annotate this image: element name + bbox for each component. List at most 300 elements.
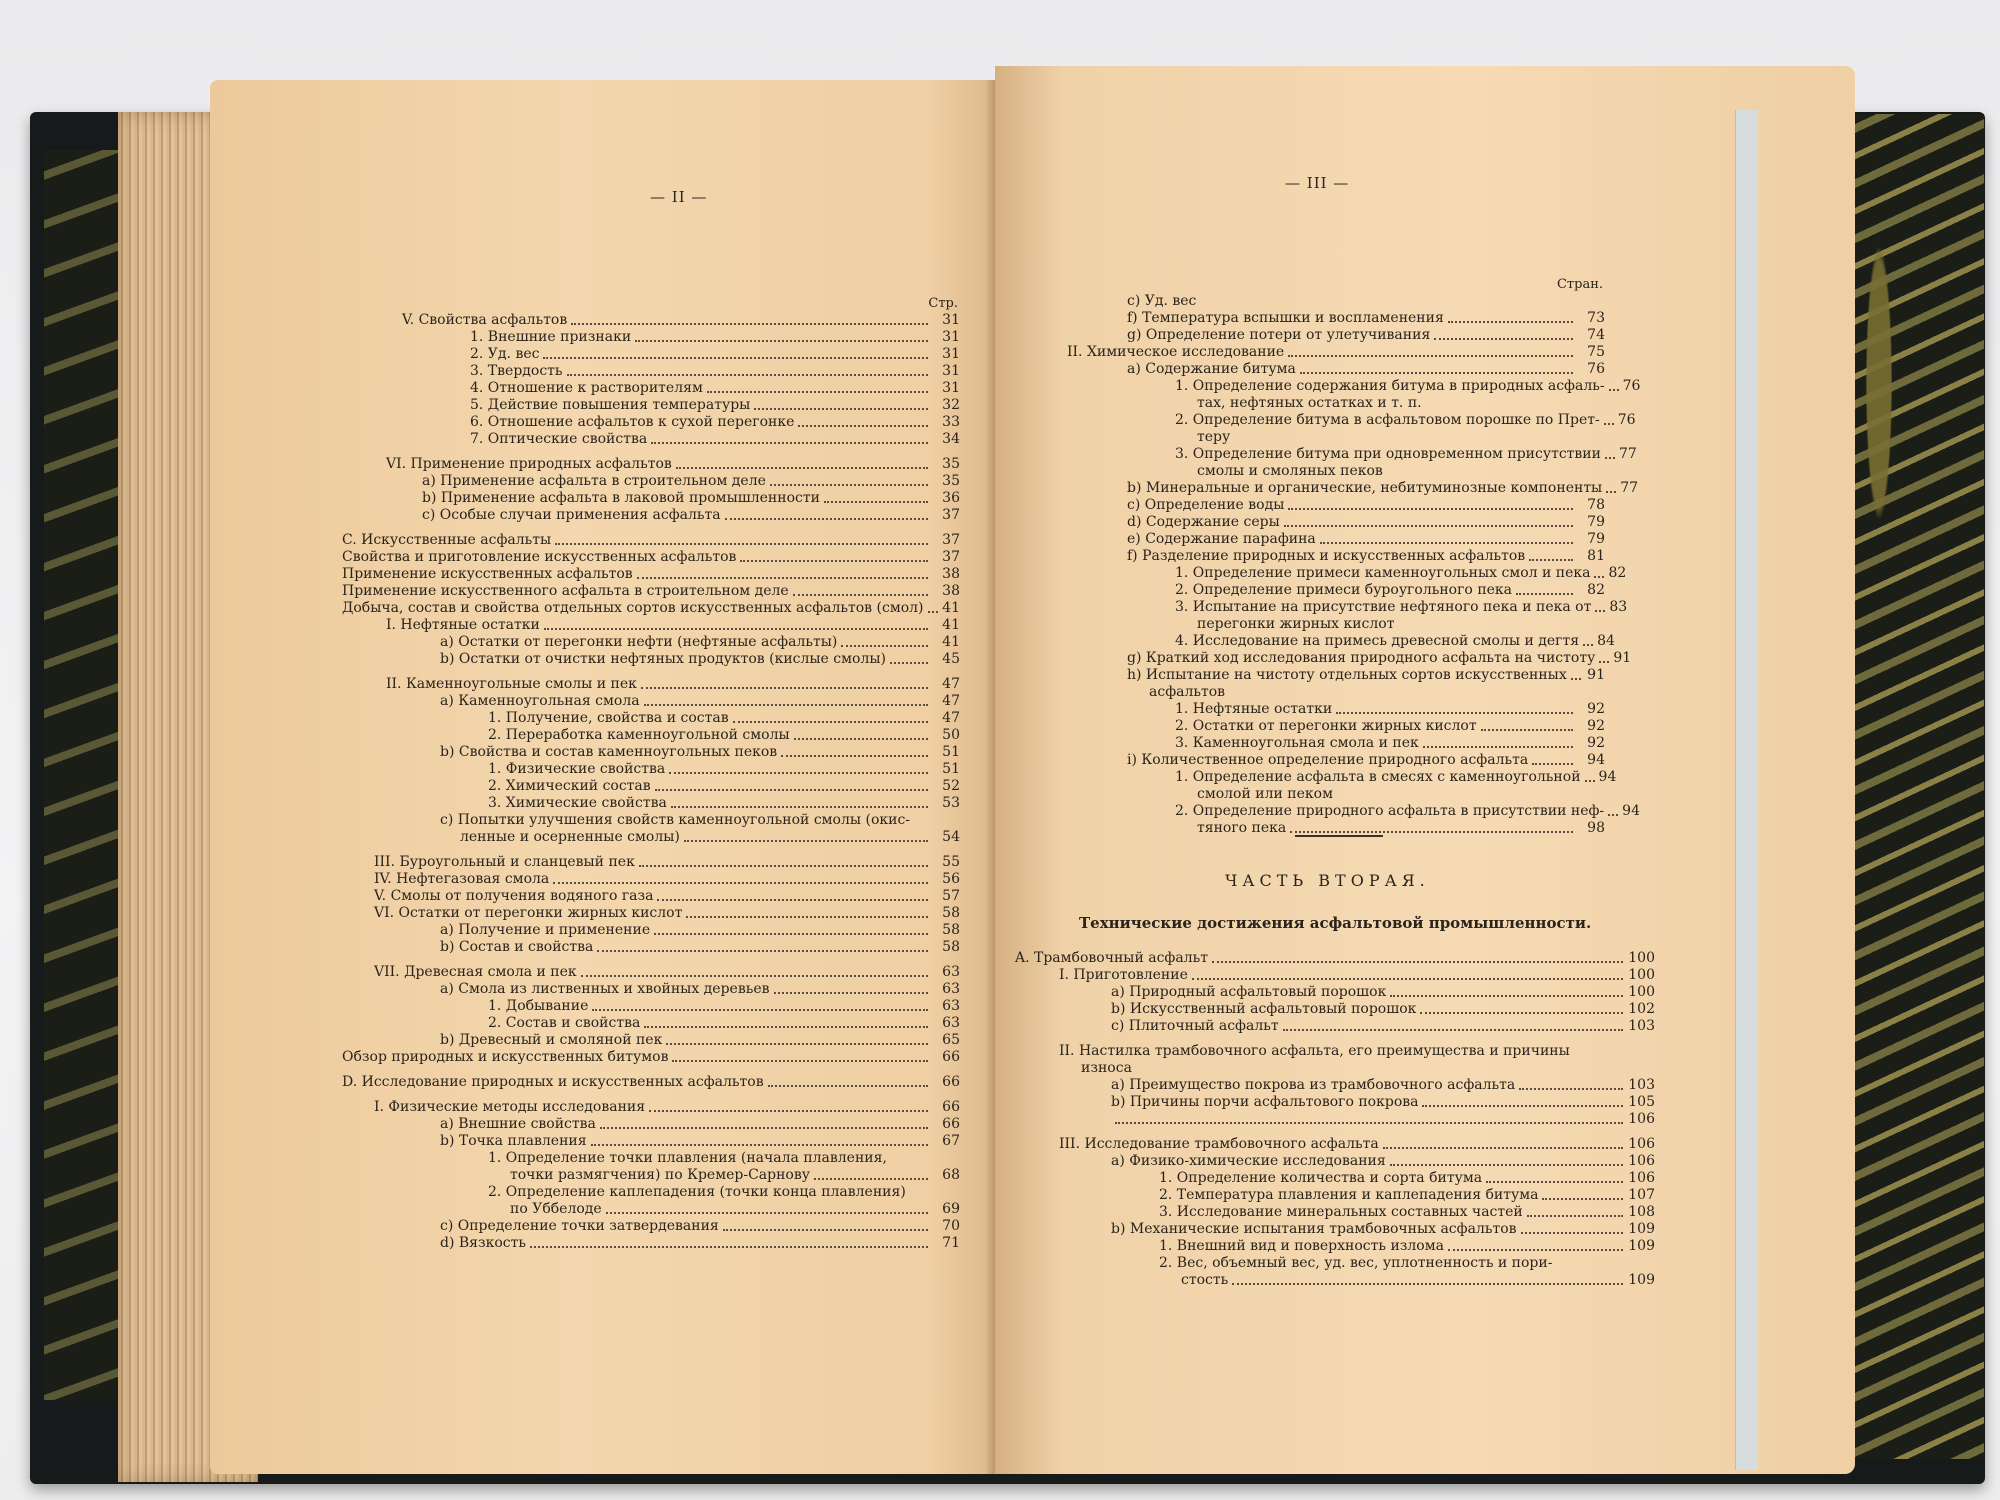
toc-entry-title: d) Вязкость: [440, 1235, 527, 1251]
toc-entry[interactable]: [330, 363, 960, 380]
toc-entry[interactable]: [330, 1099, 960, 1116]
toc-entry-title: II. Химическое исследование: [1067, 344, 1285, 360]
toc-entry[interactable]: [330, 1049, 960, 1066]
toc-entry[interactable]: [330, 905, 960, 922]
toc-entry-title: 1. Внешние признаки: [470, 329, 632, 345]
toc-leader: [1434, 338, 1573, 340]
toc-entry-title: Применение искусственного асфальта в строительном деле: [342, 583, 789, 599]
toc-leader: [649, 1110, 928, 1112]
toc-entry-title: IV. Нефтегазовая смола: [374, 871, 550, 887]
toc-leader: [1290, 831, 1573, 833]
toc-entry-title: 1. Определение точки плавления (начала плавления,: [488, 1150, 887, 1166]
toc-entry-page: 67: [942, 1133, 960, 1149]
toc-entry-page: 108: [1628, 1204, 1655, 1220]
toc-leader: [781, 755, 928, 757]
toc-entry[interactable]: [1055, 667, 1605, 684]
toc-entry-page: 38: [942, 583, 960, 599]
toc-leader: [635, 340, 928, 342]
toc-entry-title: 7. Оптические свойства: [470, 431, 648, 447]
toc-leader: [591, 1144, 928, 1146]
toc-leader: [672, 1060, 928, 1062]
toc-entry-page: 66: [942, 1074, 960, 1090]
toc-entry[interactable]: [1055, 616, 1605, 633]
toc-entry-page: 36: [942, 490, 960, 506]
toc-entry-title: Применение искусственных асфальтов: [342, 566, 633, 582]
toc-entry[interactable]: [1015, 1094, 1655, 1111]
toc-entry[interactable]: [330, 431, 960, 448]
toc-entry[interactable]: [330, 566, 960, 583]
toc-entry[interactable]: [1055, 633, 1615, 650]
toc-entry[interactable]: [1055, 480, 1639, 497]
toc-entry-page: 106: [1628, 1153, 1655, 1169]
toc-entry-title: h) Испытание на чистоту отдельных сортов искусственных: [1127, 667, 1567, 683]
toc-leader: [1420, 1012, 1623, 1014]
toc-leader: [1115, 1122, 1623, 1124]
toc-entry-page: 109: [1628, 1272, 1655, 1288]
toc-entry-title: по Уббелоде: [510, 1201, 602, 1217]
toc-spacer: [330, 846, 960, 854]
toc-entry[interactable]: [330, 473, 960, 490]
toc-entry-title: Обзор природных и искусственных битумов: [342, 1049, 669, 1065]
toc-entry-page: 106: [1628, 1111, 1655, 1127]
toc-spacer: [330, 1091, 960, 1099]
page-edge: [1735, 110, 1758, 1470]
toc-leader: [768, 1085, 928, 1087]
toc-entry-page: 81: [1587, 548, 1605, 564]
toc-leader: [798, 425, 928, 427]
toc-entry-page: 66: [942, 1049, 960, 1065]
toc-entry-title: 5. Действие повышения температуры: [470, 397, 751, 413]
toc-entry[interactable]: [330, 600, 960, 617]
toc-leader: [1604, 423, 1614, 425]
toc-entry[interactable]: [330, 778, 960, 795]
toc-entry-title: а) Преимущество покрова из трамбовочного асфальта: [1111, 1077, 1516, 1093]
toc-entry[interactable]: [330, 634, 960, 651]
toc-entry[interactable]: [330, 871, 960, 888]
toc-entry-title: VI. Применение природных асфальтов: [386, 456, 672, 472]
toc-entry-page: 52: [942, 778, 960, 794]
toc-entry-title: теру: [1197, 429, 1231, 445]
toc-entry-page: 34: [942, 431, 960, 447]
toc-spacer: [330, 1066, 960, 1074]
toc-entry-page: 45: [942, 651, 960, 667]
toc-entry-title: Добыча, состав и свойства отдельных сортов искусственных асфальтов (смол): [342, 600, 924, 616]
toc-entry-title: 3. Определение битума при одновременном присутствии: [1175, 446, 1601, 462]
toc-entry-page: 33: [942, 414, 960, 430]
toc-entry-title: b) Минеральные и органические, небитуминозные компоненты: [1127, 480, 1603, 496]
toc-entry[interactable]: [330, 795, 960, 812]
toc-entry[interactable]: [1055, 446, 1637, 463]
toc-entry-page: 77: [1618, 446, 1637, 462]
toc-entry-page: 69: [942, 1201, 960, 1217]
toc-entry[interactable]: [330, 888, 960, 905]
toc-entry[interactable]: [1015, 1170, 1655, 1187]
toc-leader: [723, 1229, 928, 1231]
toc-entry[interactable]: [1015, 1204, 1655, 1221]
toc-leader: [1284, 525, 1573, 527]
toc-entry-title: 1. Определение содержания битума в природных асфаль-: [1175, 378, 1605, 394]
toc-entry[interactable]: [330, 549, 960, 566]
toc-entry-page: 76: [1587, 361, 1605, 377]
toc-entry[interactable]: [1055, 412, 1636, 429]
toc-leader: [581, 975, 928, 977]
toc-entry[interactable]: [330, 854, 960, 871]
toc-leader: [1608, 814, 1618, 816]
toc-entry-title: A. Трамбовочный асфальт: [1015, 950, 1208, 966]
toc-entry[interactable]: [330, 1218, 960, 1235]
toc-entry-page: 82: [1608, 565, 1627, 581]
toc-leader: [555, 543, 928, 545]
toc-entry-page: 37: [942, 549, 960, 565]
toc-entry-title: а) Каменноугольная смола: [440, 693, 640, 709]
toc-entry-title: Свойства и приготовление искусственных асфальтов: [342, 549, 737, 565]
toc-leader: [1599, 661, 1609, 663]
toc-entry[interactable]: [1055, 463, 1605, 480]
toc-entry-title: стость: [1181, 1272, 1229, 1288]
toc-leader: [725, 518, 928, 520]
toc-entry-title: а) Внешние свойства: [440, 1116, 596, 1132]
toc-entry-page: 38: [942, 566, 960, 582]
toc-entry[interactable]: [1055, 684, 1605, 701]
toc-entry-title: II. Настилка трамбовочного асфальта, его преимущества и причины: [1059, 1043, 1570, 1059]
toc-entry-title: g) Краткий ход исследования природного асфальта на чистоту: [1127, 650, 1596, 666]
toc-entry-title: d) Содержание серы: [1127, 514, 1280, 530]
toc-entry-title: 3. Химические свойства: [488, 795, 667, 811]
toc-entry[interactable]: [1055, 293, 1605, 310]
toc-leader: [707, 391, 928, 393]
toc-entry[interactable]: [1015, 1221, 1655, 1238]
toc-entry-page: 75: [1587, 344, 1605, 360]
toc-entry[interactable]: [330, 964, 960, 981]
toc-entry-title: III. Исследование трамбовочного асфальта: [1059, 1136, 1379, 1152]
toc-entry-page: 63: [942, 981, 960, 997]
toc-left: [330, 295, 960, 1252]
toc-leader: [1594, 576, 1604, 578]
toc-leader: [1481, 729, 1573, 731]
toc-leader: [1532, 763, 1573, 765]
toc-entry-title: b) Причины порчи асфальтового покрова: [1111, 1094, 1419, 1110]
toc-entry[interactable]: [330, 583, 960, 600]
toc-entry[interactable]: [330, 507, 960, 524]
toc-entry[interactable]: [330, 617, 960, 634]
toc-entry-page: 65: [942, 1032, 960, 1048]
toc-entry[interactable]: [330, 744, 960, 761]
toc-entry[interactable]: [1055, 701, 1605, 718]
toc-entry-title: b) Механические испытания трамбовочных асфальтов: [1111, 1221, 1517, 1237]
toc-entry[interactable]: [330, 829, 960, 846]
toc-entry-page: 92: [1587, 718, 1605, 734]
toc-entry[interactable]: [330, 1150, 960, 1167]
toc-entry-page: 68: [942, 1167, 960, 1183]
toc-entry[interactable]: [330, 676, 960, 693]
toc-entry[interactable]: [330, 346, 960, 363]
toc-entry[interactable]: [1015, 1111, 1655, 1128]
toc-entry[interactable]: [330, 710, 960, 727]
toc-entry[interactable]: [330, 1235, 960, 1252]
toc-entry[interactable]: [1055, 429, 1605, 446]
toc-leader: [651, 442, 928, 444]
toc-entry-page: 63: [942, 998, 960, 1014]
toc-entry-title: b) Искусственный асфальтовый порошок: [1111, 1001, 1417, 1017]
col-header-left: Стр.: [928, 296, 958, 311]
toc-entry-title: f) Разделение природных и искусственных асфальтов: [1127, 548, 1526, 564]
toc-entry-title: а) Физико-химические исследования: [1111, 1153, 1386, 1169]
toc-entry[interactable]: [330, 1116, 960, 1133]
toc-leader: [1336, 712, 1573, 714]
toc-entry-title: перегонки жирных кислот: [1197, 616, 1395, 632]
toc-entry[interactable]: [330, 312, 960, 329]
toc-entry[interactable]: [1015, 1060, 1655, 1077]
toc-entry[interactable]: [1055, 786, 1605, 803]
toc-entry-title: 2. Переработка каменноугольной смолы: [488, 727, 790, 743]
toc-entry-title: 3. Твердость: [470, 363, 563, 379]
toc-entry[interactable]: [1055, 752, 1605, 769]
toc-entry-page: 92: [1587, 701, 1605, 717]
toc-entry-title: тах, нефтяных остатках и т. п.: [1197, 395, 1422, 411]
toc-entry-title: 2. Температура плавления и каплепадения битума: [1159, 1187, 1539, 1203]
toc-leader: [814, 1178, 928, 1180]
toc-leader: [1595, 610, 1605, 612]
toc-entry[interactable]: [330, 532, 960, 549]
toc-entry-page: 54: [942, 829, 960, 845]
toc-entry-title: а) Получение и применение: [440, 922, 651, 938]
toc-entry[interactable]: [1055, 599, 1628, 616]
toc-entry[interactable]: [330, 1201, 960, 1218]
toc-entry[interactable]: [330, 1015, 960, 1032]
col-header-right: Стран.: [1556, 277, 1603, 292]
toc-entry[interactable]: [1055, 327, 1605, 344]
toc-entry[interactable]: [1015, 1043, 1655, 1060]
toc-leader: [740, 560, 928, 562]
toc-leader: [793, 594, 928, 596]
toc-entry[interactable]: [330, 761, 960, 778]
toc-entry-page: 31: [942, 363, 960, 379]
toc-entry[interactable]: [1055, 395, 1605, 412]
toc-entry[interactable]: [330, 1167, 960, 1184]
toc-entry-page: 102: [1628, 1001, 1655, 1017]
toc-entry[interactable]: [1055, 378, 1641, 395]
toc-entry[interactable]: [1055, 650, 1632, 667]
toc-entry-page: 84: [1597, 633, 1615, 649]
toc-entry[interactable]: [1015, 1077, 1655, 1094]
toc-entry[interactable]: [330, 1032, 960, 1049]
toc-entry-page: 79: [1587, 531, 1605, 547]
toc-entry[interactable]: [1055, 344, 1605, 361]
page-number-left: — II —: [650, 188, 708, 206]
toc-leader: [1605, 457, 1615, 459]
toc-leader: [666, 1043, 928, 1045]
toc-leader: [1448, 321, 1573, 323]
toc-entry-page: 78: [1587, 497, 1605, 513]
toc-entry-page: 100: [1628, 950, 1655, 966]
toc-entry[interactable]: [1015, 950, 1655, 967]
toc-leader: [657, 899, 928, 901]
toc-entry[interactable]: [1015, 1001, 1655, 1018]
toc-entry-title: c) Попытки улучшения свойств каменноугольной смолы (окис-: [440, 812, 911, 828]
toc-leader: [567, 374, 928, 376]
toc-entry[interactable]: [330, 693, 960, 710]
toc-leader: [639, 865, 928, 867]
toc-spacer: [1015, 1128, 1655, 1136]
toc-entry-title: V. Свойства асфальтов: [402, 312, 568, 328]
toc-entry[interactable]: [1015, 984, 1655, 1001]
toc-entry[interactable]: [1015, 1255, 1655, 1272]
toc-entry[interactable]: [1055, 735, 1605, 752]
toc-leader: [1529, 559, 1573, 561]
toc-entry-page: 50: [942, 727, 960, 743]
toc-entry-title: i) Количественное определение природного асфальта: [1127, 752, 1529, 768]
toc-entry-page: 41: [942, 617, 960, 633]
toc-leader: [824, 501, 928, 503]
toc-entry-page: 107: [1628, 1187, 1655, 1203]
toc-leader: [733, 721, 928, 723]
toc-entry[interactable]: [330, 490, 960, 507]
toc-entry-title: 2. Определение природного асфальта в присутствии неф-: [1175, 803, 1605, 819]
toc-spacer: [330, 524, 960, 532]
toc-entry[interactable]: [1055, 514, 1605, 531]
toc-entry-title: а) Смола из лиственных и хвойных деревьев: [440, 981, 770, 997]
toc-leader: [1423, 746, 1573, 748]
toc-entry-page: 92: [1587, 735, 1605, 751]
toc-entry-page: 47: [942, 676, 960, 692]
toc-leader: [637, 577, 928, 579]
toc-entry-title: c) Плиточный асфальт: [1111, 1018, 1279, 1034]
toc-entry-page: 106: [1628, 1136, 1655, 1152]
toc-entry[interactable]: [330, 922, 960, 939]
toc-leader: [1320, 542, 1573, 544]
toc-entry-title: g) Определение потери от улетучивания: [1127, 327, 1431, 343]
toc-spacer: [330, 956, 960, 964]
toc-entry[interactable]: [330, 998, 960, 1015]
toc-entry-title: f) Температура вспышки и воспламенения: [1127, 310, 1444, 326]
toc-entry[interactable]: [330, 727, 960, 744]
toc-entry-title: 3. Испытание на присутствие нефтяного пека и пека от: [1175, 599, 1592, 615]
toc-entry[interactable]: [330, 1074, 960, 1091]
toc-entry[interactable]: [330, 812, 960, 829]
toc-entry-title: b) Точка плавления: [440, 1133, 587, 1149]
toc-entry[interactable]: [1055, 310, 1605, 327]
toc-leader: [641, 687, 928, 689]
toc-leader: [1288, 355, 1573, 357]
toc-leader: [571, 323, 928, 325]
toc-entry-page: 37: [942, 532, 960, 548]
toc-leader: [1232, 1283, 1623, 1285]
toc-spacer: [1015, 1035, 1655, 1043]
toc-entry[interactable]: [330, 380, 960, 397]
toc-entry-page: 58: [942, 939, 960, 955]
toc-entry-page: 63: [942, 964, 960, 980]
toc-entry-title: e) Содержание парафина: [1127, 531, 1316, 547]
toc-entry-title: 1. Нефтяные остатки: [1175, 701, 1333, 717]
toc-entry-title: VII. Древесная смола и пек: [374, 964, 577, 980]
toc-entry-page: 91: [1587, 667, 1605, 683]
toc-leader: [928, 611, 938, 613]
toc-entry[interactable]: [330, 981, 960, 998]
toc-entry[interactable]: [1015, 1136, 1655, 1153]
toc-entry[interactable]: [1055, 769, 1617, 786]
toc-entry[interactable]: [1055, 803, 1640, 820]
toc-leader: [644, 704, 928, 706]
toc-leader: [669, 772, 928, 774]
toc-entry-title: смолы и смоляных пеков: [1197, 463, 1383, 479]
toc-leader: [592, 1009, 928, 1011]
toc-spacer: [330, 448, 960, 456]
toc-entry-title: 1. Определение примеси каменноугольных смол и пека: [1175, 565, 1591, 581]
toc-entry-page: 106: [1628, 1170, 1655, 1186]
toc-entry[interactable]: [1055, 718, 1605, 735]
toc-entry[interactable]: [1015, 1238, 1655, 1255]
toc-entry[interactable]: [1015, 1153, 1655, 1170]
toc-entry-title: I. Приготовление: [1059, 967, 1188, 983]
toc-entry-title: I. Нефтяные остатки: [386, 617, 540, 633]
toc-entry-title: c) Уд. вес: [1127, 293, 1197, 309]
toc-entry[interactable]: [330, 456, 960, 473]
toc-entry[interactable]: [1015, 967, 1655, 984]
toc-entry-title: 4. Отношение к растворителям: [470, 380, 703, 396]
toc-leader: [597, 950, 928, 952]
toc-entry[interactable]: [330, 1184, 960, 1201]
toc-entry[interactable]: [330, 397, 960, 414]
toc-entry[interactable]: [1055, 565, 1627, 582]
toc-leader: [1486, 1181, 1623, 1183]
toc-entry-page: 66: [942, 1099, 960, 1115]
toc-leader: [1288, 508, 1573, 510]
toc-entry-title: b) Древесный и смоляной пек: [440, 1032, 663, 1048]
toc-entry-page: 94: [1587, 752, 1605, 768]
toc-entry[interactable]: [1055, 361, 1605, 378]
toc-entry[interactable]: [1055, 548, 1605, 565]
section-divider: [1295, 835, 1383, 837]
toc-entry[interactable]: [1055, 497, 1605, 514]
toc-entry-page: 31: [942, 380, 960, 396]
toc-entry-title: c) Особые случаи применения асфальта: [422, 507, 721, 523]
toc-entry[interactable]: [1015, 1187, 1655, 1204]
toc-entry[interactable]: [330, 939, 960, 956]
toc-entry[interactable]: [1055, 582, 1605, 599]
toc-entry-page: 47: [942, 693, 960, 709]
toc-leader: [1192, 978, 1623, 980]
toc-leader: [1585, 780, 1595, 782]
toc-entry-title: тяного пека: [1197, 820, 1287, 836]
toc-entry-page: 103: [1628, 1018, 1655, 1034]
toc-entry-page: 66: [942, 1116, 960, 1132]
toc-leader: [530, 1246, 928, 1248]
toc-entry-title: 1. Добывание: [488, 998, 589, 1014]
toc-entry[interactable]: [1015, 1272, 1655, 1289]
toc-entry-title: II. Каменноугольные смолы и пек: [386, 676, 637, 692]
toc-entry[interactable]: [330, 651, 960, 668]
toc-leader: [1571, 678, 1581, 680]
toc-entry[interactable]: [330, 329, 960, 346]
toc-entry-title: 2. Определение примеси буроугольного пека: [1175, 582, 1513, 598]
toc-entry[interactable]: [1055, 531, 1605, 548]
toc-entry-title: b) Остатки от очистки нефтяных продуктов (кислые смолы): [440, 651, 886, 667]
toc-entry-page: 31: [942, 329, 960, 345]
toc-entry-page: 76: [1622, 378, 1641, 394]
toc-entry-title: 1. Определение количества и сорта битума: [1159, 1170, 1483, 1186]
toc-entry-title: 2. Определение каплепадения (точки конца плавления): [488, 1184, 906, 1200]
toc-entry[interactable]: [1015, 1018, 1655, 1035]
toc-leader: [1542, 1198, 1623, 1200]
toc-leader: [1383, 1147, 1623, 1149]
toc-entry-page: 51: [942, 761, 960, 777]
toc-leader: [794, 738, 928, 740]
toc-entry-title: b) Применение асфальта в лаковой промышленности: [422, 490, 820, 506]
toc-entry[interactable]: [330, 1133, 960, 1150]
toc-entry-page: 47: [942, 710, 960, 726]
toc-entry[interactable]: [330, 414, 960, 431]
toc-entry-page: 41: [942, 600, 960, 616]
